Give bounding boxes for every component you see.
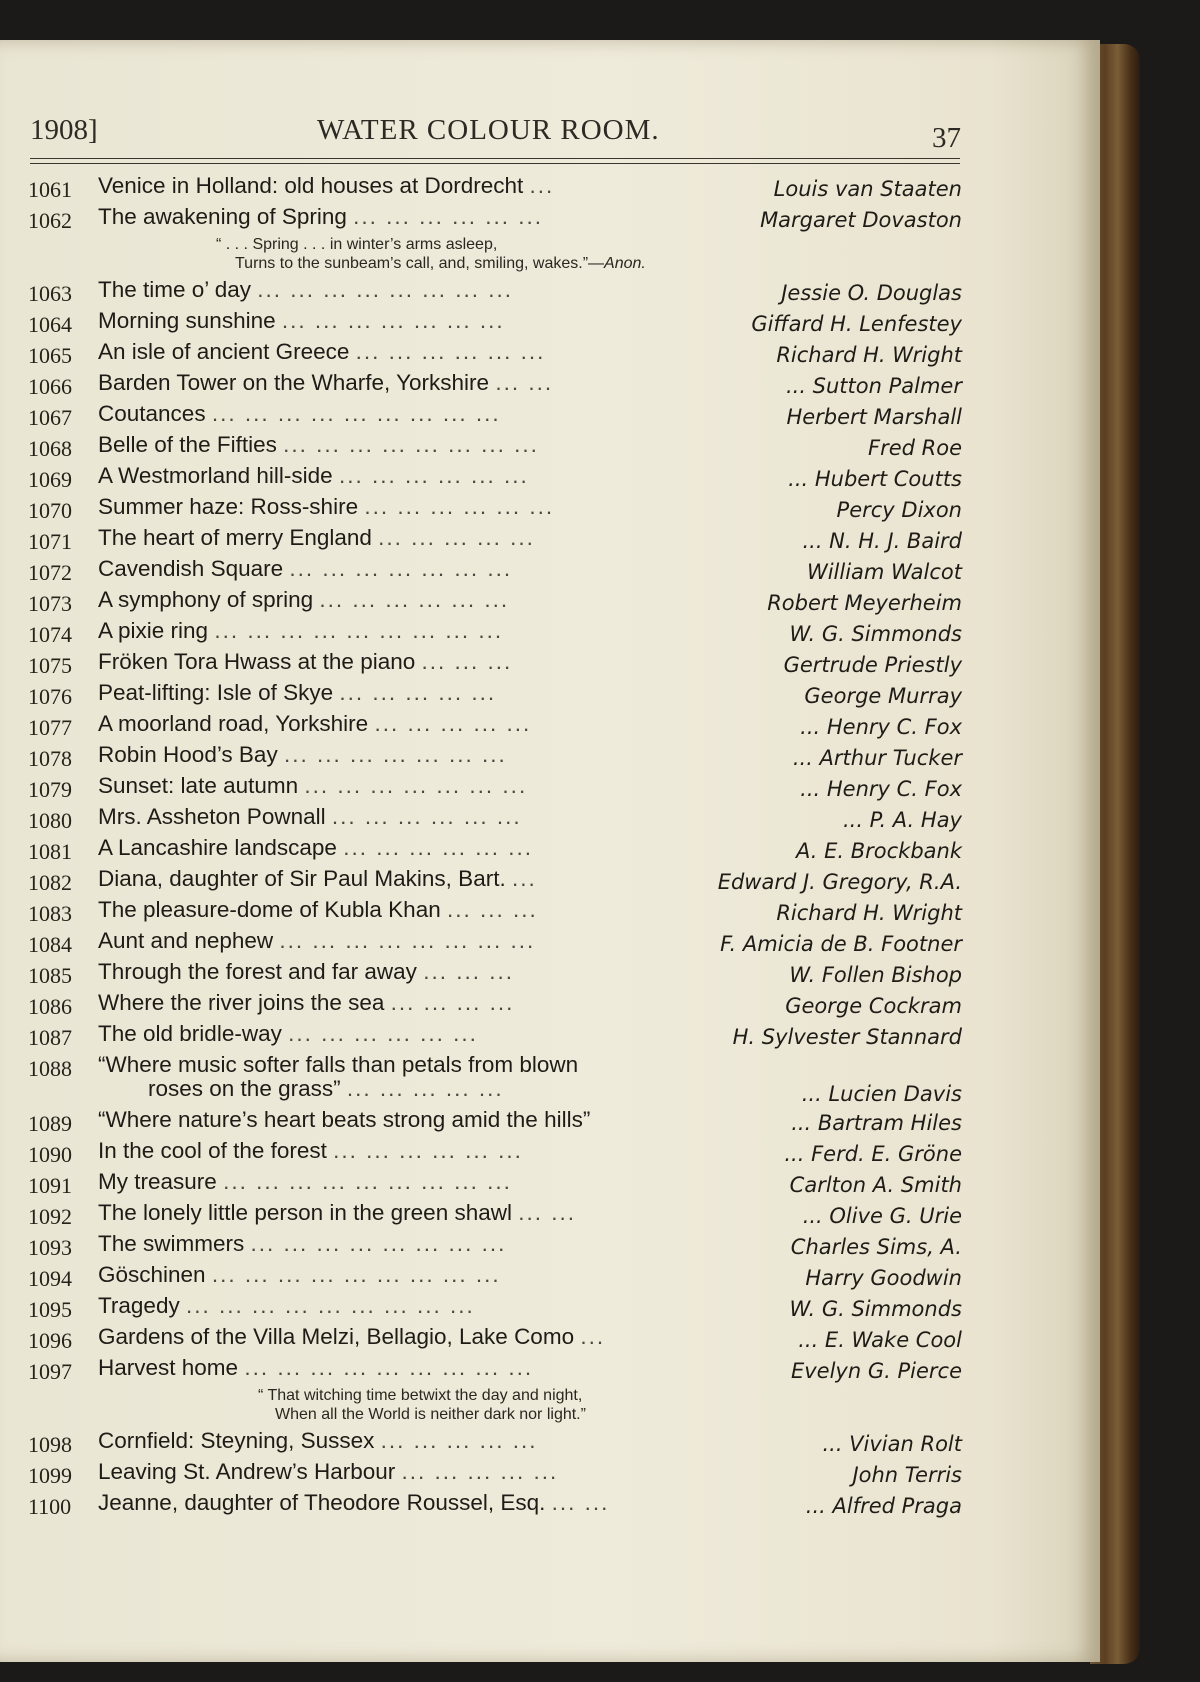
entry-artist: Harry Goodwin (805, 1266, 962, 1290)
leader-dots: ... ... ... ... ... (378, 525, 535, 550)
leader-dots: ... ... ... ... ... ... ... ... ... (211, 1262, 501, 1287)
entry-number: 1086 (28, 994, 72, 1019)
entry-title-text: A Lancashire landscape (98, 835, 337, 860)
entry-title (98, 463, 870, 489)
entry-artist: Evelyn G. Pierce (790, 1359, 962, 1383)
catalogue-entry (0, 742, 1100, 773)
entry-title-line-2: roses on the grass” (148, 1076, 341, 1101)
entry-number: 1062 (28, 208, 72, 233)
entry-artist: ... N. H. J. Baird (802, 529, 962, 553)
entry-title (98, 556, 870, 582)
catalogue-entry (0, 1324, 1100, 1355)
entry-title-continued (148, 1076, 504, 1102)
entry-title (98, 773, 870, 799)
verse-quotation (0, 235, 1100, 277)
leader-dots: ... ... ... ... ... ... ... ... ... (185, 1293, 475, 1318)
leader-dots: ... ... ... ... ... ... (364, 494, 555, 519)
entry-artist: ... Lucien Davis (801, 1082, 962, 1106)
leader-dots: ... ... ... ... ... ... ... ... ... (244, 1355, 534, 1380)
entry-title (98, 525, 870, 551)
header-title: WATER COLOUR ROOM. (317, 114, 660, 146)
entry-artist: W. G. Simmonds (789, 1297, 962, 1321)
entry-title-text: “Where music softer falls than petals from blown (98, 1052, 579, 1077)
verse-quotation (0, 1386, 1100, 1428)
catalogue-entry (0, 773, 1100, 804)
entry-title (98, 173, 870, 199)
entry-title-text: My treasure (98, 1169, 217, 1194)
entry-title-text: Where the river joins the sea (98, 990, 385, 1015)
entry-title-text: Through the forest and far away (98, 959, 417, 984)
entry-number: 1066 (28, 374, 72, 399)
leader-dots: ... (529, 173, 555, 198)
leader-dots: ... ... ... ... ... ... (333, 1138, 523, 1163)
catalogue-page (0, 40, 1100, 1662)
entry-artist: ... P. A. Hay (842, 808, 962, 832)
entry-title-text: Robin Hood’s Bay (98, 742, 278, 767)
entry-title (98, 277, 870, 303)
catalogue-entry (0, 1293, 1100, 1324)
leader-dots: ... ... ... ... ... ... ... ... ... (211, 401, 501, 426)
entry-number: 1098 (28, 1432, 72, 1457)
entry-artist: Gertrude Priestly (783, 653, 962, 677)
catalogue-entry (0, 556, 1100, 587)
entry-title-text: Venice in Holland: old houses at Dordrecht (98, 173, 524, 198)
catalogue-entry (0, 649, 1100, 680)
entry-title-text: Barden Tower on the Wharfe, Yorkshire (98, 370, 490, 395)
catalogue-entry (0, 463, 1100, 494)
entry-artist: ... Bartram Hiles (791, 1111, 962, 1135)
catalogue-entry (0, 1200, 1100, 1231)
entry-artist: W. Follen Bishop (789, 963, 962, 987)
leader-dots: ... ... ... ... ... ... ... ... (279, 928, 536, 953)
entry-artist: Herbert Marshall (786, 405, 962, 429)
entry-number: 1092 (28, 1204, 72, 1229)
entry-number: 1093 (28, 1235, 72, 1260)
entry-artist: ... Ferd. E. Gröne (784, 1142, 962, 1166)
entry-number: 1091 (28, 1173, 72, 1198)
leader-dots: ... ... ... ... ... ... (355, 339, 546, 364)
entry-number: 1082 (28, 870, 72, 895)
entry-title (98, 804, 870, 830)
leader-dots: ... ... ... ... ... ... ... ... (283, 432, 539, 457)
entry-title-text: The awakening of Spring (98, 204, 347, 229)
entry-artist: ... Hubert Coutts (788, 467, 962, 491)
leader-dots: ... ... ... ... ... ... (353, 204, 543, 229)
catalogue-entry (0, 990, 1100, 1021)
catalogue-entry (0, 1107, 1100, 1138)
leader-dots: ... ... (495, 370, 554, 395)
entry-title-text: A moorland road, Yorkshire (98, 711, 369, 736)
catalogue-entry (0, 680, 1100, 711)
catalogue-entry (0, 1428, 1100, 1459)
entry-title-text: The time o’ day (98, 277, 251, 302)
leader-dots: ... ... ... ... ... (339, 680, 497, 705)
entry-artist: ... Arthur Tucker (792, 746, 962, 770)
entry-title-text: The heart of merry England (98, 525, 372, 550)
quote-line-2: When all the World is neither dark nor light.” (275, 1406, 586, 1423)
page-header (0, 110, 1100, 154)
entry-number: 1089 (28, 1111, 72, 1136)
catalogue-entry (0, 897, 1100, 928)
leader-dots: ... ... ... ... ... (380, 1428, 538, 1453)
leader-dots: ... ... ... ... ... ... ... (304, 773, 528, 798)
entry-title (98, 1459, 870, 1485)
entry-title-text: Diana, daughter of Sir Paul Makins, Bart. (98, 866, 506, 891)
entry-title (98, 587, 870, 613)
entry-title (98, 1107, 870, 1133)
catalogue-entry (0, 308, 1100, 339)
entry-title (98, 1231, 870, 1257)
entry-title (98, 1169, 870, 1195)
entry-title (98, 1262, 870, 1288)
leader-dots: ... ... ... ... ... ... ... ... ... (214, 618, 504, 643)
catalogue-entry (0, 370, 1100, 401)
entry-number: 1077 (28, 715, 72, 740)
entry-title (98, 897, 870, 923)
entry-artist: A. E. Brockbank (796, 839, 962, 863)
entry-list (0, 173, 1100, 1521)
entry-number: 1099 (28, 1463, 72, 1488)
leader-dots: ... ... ... ... ... ... ... (281, 308, 505, 333)
entry-title (98, 370, 870, 396)
entry-title-text: “Where nature’s heart beats strong amid the hills” (98, 1107, 591, 1132)
entry-artist: George Murray (804, 684, 962, 708)
entry-title-text: Göschinen (98, 1262, 206, 1287)
entry-title (98, 835, 870, 861)
entry-title-text: In the cool of the forest (98, 1138, 327, 1163)
entry-artist: ... Olive G. Urie (802, 1204, 962, 1228)
entry-number: 1096 (28, 1328, 72, 1353)
leader-dots: ... ... (518, 1200, 577, 1225)
entry-title-text: The lonely little person in the green shawl (98, 1200, 512, 1225)
entry-title (98, 1138, 870, 1164)
entry-artist: George Cockram (785, 994, 962, 1018)
entry-title-text: Harvest home (98, 1355, 239, 1380)
catalogue-entry (0, 1459, 1100, 1490)
entry-number: 1065 (28, 343, 72, 368)
entry-artist: ... Vivian Rolt (822, 1432, 962, 1456)
entry-number: 1070 (28, 498, 72, 523)
entry-number: 1097 (28, 1359, 72, 1384)
catalogue-entry (0, 173, 1100, 204)
entry-title (98, 1200, 870, 1226)
entry-title-text: Aunt and nephew (98, 928, 274, 953)
leader-dots: ... ... ... ... ... ... (338, 463, 529, 488)
quote-line-1: “ That witching time betwixt the day and night, (258, 1387, 583, 1404)
entry-number: 1079 (28, 777, 72, 802)
entry-number: 1084 (28, 932, 72, 957)
catalogue-entry (0, 804, 1100, 835)
entry-artist: ... Alfred Praga (805, 1494, 962, 1518)
catalogue-entry (0, 1262, 1100, 1293)
catalogue-entry (0, 711, 1100, 742)
entry-title-text: Morning sunshine (98, 308, 276, 333)
entry-title-text: Jeanne, daughter of Theodore Roussel, Esq. (98, 1490, 546, 1515)
catalogue-entry (0, 866, 1100, 897)
catalogue-entry (0, 494, 1100, 525)
entry-number: 1080 (28, 808, 72, 833)
leader-dots: ... ... ... (423, 959, 514, 984)
catalogue-entry (0, 277, 1100, 308)
quote-line-2-text: Turns to the sunbeam’s call, and, smiling, wakes.”— (235, 255, 605, 272)
leader-dots: ... ... ... ... ... (346, 1076, 504, 1101)
entry-artist: ... E. Wake Cool (798, 1328, 962, 1352)
catalogue-entry (0, 401, 1100, 432)
entry-title (98, 618, 870, 644)
entry-number: 1095 (28, 1297, 72, 1322)
leader-dots: ... ... ... ... ... ... ... ... (257, 277, 514, 302)
page-number: 37 (932, 122, 961, 154)
entry-number: 1087 (28, 1025, 72, 1050)
leader-dots: ... ... ... ... ... ... (343, 835, 533, 860)
entry-artist: Louis van Staaten (773, 177, 962, 201)
entry-number: 1072 (28, 560, 72, 585)
catalogue-entry (0, 525, 1100, 556)
leader-dots: ... (511, 866, 537, 891)
catalogue-entry (0, 835, 1100, 866)
catalogue-entry (0, 587, 1100, 618)
entry-title (98, 204, 870, 230)
header-rule-top (30, 158, 960, 159)
entry-artist: Fred Roe (868, 436, 962, 460)
header-rule-bottom (30, 163, 960, 164)
entry-number: 1063 (28, 281, 72, 306)
entry-title-text: Mrs. Assheton Pownall (98, 804, 326, 829)
catalogue-entry (0, 1169, 1100, 1200)
entry-artist: F. Amicia de B. Footner (720, 932, 962, 956)
leader-dots: ... ... ... ... ... ... ... (283, 742, 507, 767)
entry-artist: H. Sylvester Stannard (732, 1025, 962, 1049)
leader-dots: ... (580, 1324, 606, 1349)
entry-title-text: Leaving St. Andrew’s Harbour (98, 1459, 396, 1484)
entry-artist: Richard H. Wright (776, 343, 962, 367)
entry-number: 1100 (28, 1494, 72, 1519)
catalogue-entry (0, 1138, 1100, 1169)
entry-number: 1085 (28, 963, 72, 988)
entry-title (98, 959, 870, 985)
entry-title-text: Tragedy (98, 1293, 180, 1318)
entry-artist: Giffard H. Lenfestey (751, 312, 962, 336)
entry-number: 1078 (28, 746, 72, 771)
entry-title (98, 649, 870, 675)
entry-artist: Robert Meyerheim (767, 591, 962, 615)
entry-artist: W. G. Simmonds (789, 622, 962, 646)
entry-artist: Jessie O. Douglas (781, 281, 962, 305)
entry-title-text: The old bridle-way (98, 1021, 282, 1046)
entry-title-text: A pixie ring (98, 618, 209, 643)
entry-artist: John Terris (852, 1463, 962, 1487)
entry-artist: Margaret Dovaston (760, 208, 962, 232)
entry-title (98, 1324, 870, 1350)
entry-title-text: Coutances (98, 401, 206, 426)
leader-dots: ... ... ... ... ... ... (331, 804, 522, 829)
leader-dots: ... ... ... (421, 649, 513, 674)
entry-number: 1088 (28, 1056, 72, 1081)
entry-artist: ... Henry C. Fox (800, 777, 962, 801)
entry-title-text: The pleasure-dome of Kubla Khan (98, 897, 441, 922)
catalogue-entry (0, 1355, 1100, 1386)
entry-title-text: Peat-lifting: Isle of Skye (98, 680, 334, 705)
entry-number: 1090 (28, 1142, 72, 1167)
quote-attribution: Anon. (604, 255, 646, 272)
entry-title (98, 432, 870, 458)
entry-title (98, 1355, 870, 1381)
entry-title (98, 680, 870, 706)
leader-dots: ... ... ... ... ... ... ... ... (250, 1231, 507, 1256)
catalogue-entry (0, 204, 1100, 235)
entry-number: 1083 (28, 901, 72, 926)
leader-dots: ... ... ... ... ... ... ... (289, 556, 513, 581)
entry-title-text: Belle of the Fifties (98, 432, 277, 457)
entry-title-text: The swimmers (98, 1231, 245, 1256)
entry-title (98, 711, 870, 737)
catalogue-entry (0, 432, 1100, 463)
leader-dots: ... ... ... (446, 897, 538, 922)
entry-title (98, 990, 870, 1016)
entry-title-text: Fröken Tora Hwass at the piano (98, 649, 416, 674)
entry-title (98, 742, 870, 768)
entry-artist: Charles Sims, A. (790, 1235, 962, 1259)
entry-number: 1069 (28, 467, 72, 492)
entry-title (98, 1052, 890, 1101)
leader-dots: ... ... ... ... ... (401, 1459, 559, 1484)
entry-number: 1075 (28, 653, 72, 678)
entry-artist: Edward J. Gregory, R.A. (717, 870, 962, 894)
entry-title-text: Summer haze: Ross-shire (98, 494, 359, 519)
entry-title-text: Gardens of the Villa Melzi, Bellagio, Lake Como (98, 1324, 575, 1349)
quote-line-1: “ . . . Spring . . . in winter’s arms asleep, (216, 236, 498, 253)
entry-title-text: An isle of ancient Greece (98, 339, 350, 364)
entry-title (98, 494, 870, 520)
entry-title (98, 1428, 870, 1454)
entry-number: 1067 (28, 405, 72, 430)
entry-title-text: Cavendish Square (98, 556, 284, 581)
entry-title (98, 1293, 870, 1319)
entry-number: 1068 (28, 436, 72, 461)
leader-dots: ... ... ... ... (390, 990, 515, 1015)
catalogue-entry (0, 1231, 1100, 1262)
entry-artist: William Walcot (806, 560, 962, 584)
entry-artist: Percy Dixon (836, 498, 962, 522)
entry-number: 1074 (28, 622, 72, 647)
catalogue-entry (0, 1490, 1100, 1521)
entry-number: 1064 (28, 312, 72, 337)
leader-dots: ... ... ... ... ... ... ... ... ... (223, 1169, 512, 1194)
entry-title (98, 339, 870, 365)
entry-title-text: Cornfield: Steyning, Sussex (98, 1428, 375, 1453)
entry-number: 1076 (28, 684, 72, 709)
entry-title-text: A symphony of spring (98, 587, 314, 612)
entry-artist: Richard H. Wright (776, 901, 962, 925)
entry-artist: Carlton A. Smith (789, 1173, 962, 1197)
catalogue-entry (0, 1021, 1100, 1052)
leader-dots: ... ... (551, 1490, 610, 1515)
entry-title-text: A Westmorland hill-side (98, 463, 333, 488)
catalogue-entry (0, 959, 1100, 990)
entry-number: 1071 (28, 529, 72, 554)
entry-title-text: Sunset: late autumn (98, 773, 299, 798)
quote-line-2 (235, 254, 646, 273)
entry-artist: ... Sutton Palmer (785, 374, 962, 398)
header-year: 1908] (30, 114, 98, 146)
entry-number: 1081 (28, 839, 72, 864)
catalogue-entry (0, 618, 1100, 649)
leader-dots: ... ... ... ... ... (374, 711, 532, 736)
entry-number: 1094 (28, 1266, 72, 1291)
entry-number: 1073 (28, 591, 72, 616)
leader-dots: ... ... ... ... ... ... (288, 1021, 478, 1046)
catalogue-entry (0, 339, 1100, 370)
catalogue-entry (0, 1052, 1100, 1107)
entry-title (98, 401, 870, 427)
entry-artist: ... Henry C. Fox (800, 715, 962, 739)
catalogue-entry (0, 928, 1100, 959)
leader-dots: ... ... ... ... ... ... (319, 587, 510, 612)
entry-number: 1061 (28, 177, 72, 202)
entry-title (98, 1490, 870, 1516)
